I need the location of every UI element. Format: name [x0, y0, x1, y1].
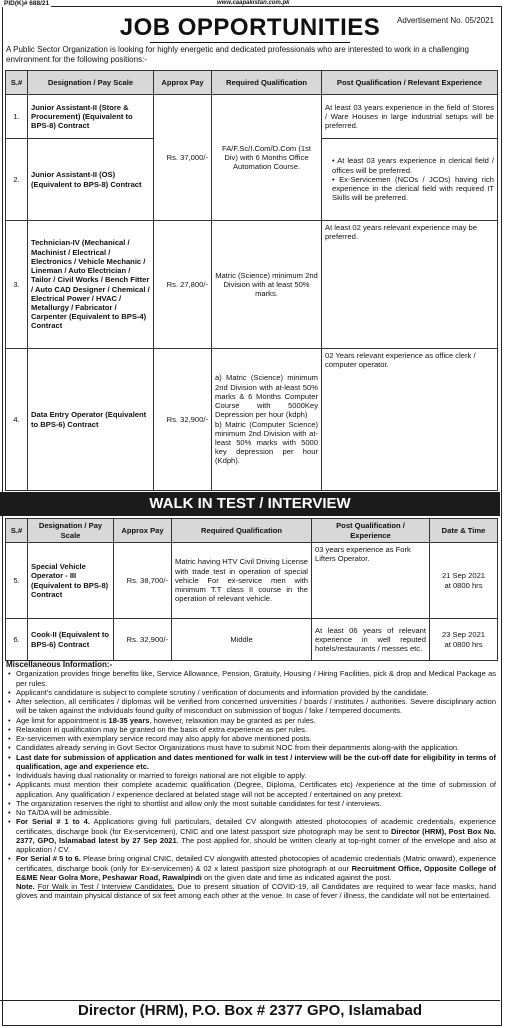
row-pay: Rs. 37,000/- [154, 95, 212, 221]
col-pay: Approx Pay [154, 71, 212, 95]
col-designation: Designation / Pay Scale [28, 71, 154, 95]
row-pay: Rs. 32,900/- [114, 619, 172, 661]
row-sno: 1. [6, 95, 28, 139]
row-experience: 03 years experience as Fork Lifters Operator. [312, 543, 430, 619]
col-qualification: Required Qualification [212, 71, 322, 95]
experience-bullet: • At least 03 years experience in clerical field / offices will be preferred. [332, 156, 494, 175]
footer-address: Director (HRM), P.O. Box # 2377 GPO, Islamabad [0, 1000, 500, 1021]
time: at 0800 hrs [444, 639, 483, 649]
row-experience: At least 02 years relevant experience may be preferred. [322, 221, 498, 349]
row-sno: 6. [6, 619, 28, 661]
row-experience: At least 03 years experience in the field of Stores / Ware Houses in large industrial setups will be preferred. [322, 95, 498, 139]
list-item: • For Serial # 5 to 6. Please bring original CNIC, detailed CV alongwith attested photocopies of academic credentials (Matric onward), experience certificates, discharge book (only for Ex-servicemen) & 02 x latest passport size photograph at our Recruitment Office, Opposite College of E&ME Near Golra More, Peshawar Road, Rawalpindi on the given date and time as indicated against the post. [16, 854, 496, 882]
advertisement-number: Advertisement No. 05/2021 [397, 16, 494, 25]
page-title: JOB OPPORTUNITIES [0, 14, 500, 42]
row-sno: 2. [6, 139, 28, 221]
table-row [6, 619, 498, 661]
col-qualification: Required Qualification [172, 519, 312, 543]
misc-list [6, 669, 496, 900]
table-header-row [6, 519, 498, 543]
header [0, 14, 500, 42]
row-designation: Data Entry Operator (Equivalent to BPS-6) Contract [28, 349, 154, 491]
list-item: • For Serial # 1 to 4. Applications giving full particulars, detailed CV alongwith attested photocopies of academic credentials, experience certificates, discharge book (for Ex-servicemen), CNIC and one latest passport size photograph may be sent to Director (HRM), Post Box No. 2377, GPO, Islamabad latest by 27 Sep 2021. The post applied for, should be written clearly at top-right corner of the envelope and also at application / CV. [16, 817, 496, 854]
intro-text: A Public Sector Organization is looking for highly energetic and dedicated professionals who are interested to work in a challenging environment for the following positions:- [6, 45, 469, 64]
misc-information [6, 660, 496, 901]
walk-in-banner: WALK IN TEST / INTERVIEW [0, 492, 500, 516]
list-item: • Last date for submission of application and dates mentioned for walk in test / interview will be the cut-off date for eligibility in terms of qualification, age and experience etc. [16, 753, 496, 772]
row-designation: Special Vehicle Operator - III (Equivalent to BPS-8) Contract [28, 543, 114, 619]
col-experience: Post Qualification / Experience [312, 519, 430, 543]
list-item: • No TA/DA will be admissible. [16, 808, 496, 817]
col-sno: S.# [6, 519, 28, 543]
col-sno: S.# [6, 71, 28, 95]
list-item: • Organization provides fringe benefits like, Service Allowance, Pension, Gratuity, Housing / Hiring Facilities, pick & drop and Medical Package as per rules. [16, 669, 496, 688]
list-item: • After selection, all certificates / diplomas will be verified from concerned universities / boards / institutes / authorities. Severe disciplinary action will be taken against the individuals found guilty of misconduct on submission of bogus / fake / tempered documents. [16, 697, 496, 716]
row-pay: Rs. 38,700/- [114, 543, 172, 619]
list-item: • Age limit for appointment is 18-35 years, however, relaxation may be granted as per rules. [16, 716, 496, 725]
table-row [6, 95, 498, 139]
row-designation: Cook-II (Equivalent to BPS-6) Contract [28, 619, 114, 661]
col-experience: Post Qualification / Relevant Experience [322, 71, 498, 95]
col-datetime: Date & Time [430, 519, 498, 543]
list-item: • Ex-servicemen with exemplary service record may also apply for above mentioned posts. [16, 734, 496, 743]
row-experience: 02 Years relevant experience as office clerk / computer operator. [322, 349, 498, 491]
row-experience [322, 139, 498, 221]
list-item: • Candidates already serving in Govt Sector Organizations must have to submit NOC from their departments along-with the application. [16, 743, 496, 752]
col-designation: Designation / Pay Scale [28, 519, 114, 543]
table-row [6, 543, 498, 619]
experience-bullet: • Ex-Servicemen (NCOs / JCOs) having rich experience in the clerical field with required IT Skills will be preferred. [332, 174, 494, 203]
row-sno: 4. [6, 349, 28, 491]
table-row [6, 349, 498, 491]
date: 21 Sep 2021 [441, 571, 486, 581]
table-header-row [6, 71, 498, 95]
row-sno: 5. [6, 543, 28, 619]
list-item: • Applicant's candidature is subject to complete scrutiny / verification of documents and information provided by the candidate. [16, 688, 496, 697]
row-qualification: a) Matric (Science) minimum 2nd Division with at-least 50% marks & 6 Months Computer Course with 5000Key Depression per hour (kdph) b) Matric (Computer Science) minimum 2nd Division with at-least 50% marks with 5000 key depression per hour (Kdph). [212, 349, 322, 491]
list-item: • Relaxation in qualification may be granted on the basis of extra experience as per rules. [16, 725, 496, 734]
row-designation: Technician-IV (Mechanical / Machinist / Electrical / Electronics / Vehicle Mechanic / Lineman / Auto Electrician / Tailor / Civil Works / Bench Fitter / Auto CAD Designer / Chemical / Electrical Power / HVAC / Metallurgy / Fabricator / Carpenter (Equivalent to BPS-4) Contract [28, 221, 154, 349]
time: at 0800 hrs [444, 580, 483, 590]
row-designation: Junior Assistant-II (OS) (Equivalent to BPS-8) Contract [28, 139, 154, 221]
row-qualification: Middle [172, 619, 312, 661]
pid-number: PID(K)# 688/21 [4, 0, 50, 7]
row-qualification: Matric (Science) minimum 2nd Division with at least 50% marks. [212, 221, 322, 349]
row-qualification: FA/F.Sc/I.Com/D.Com (1st Div) with 6 Months Office Automation Course. [212, 95, 322, 221]
row-qualification: Matric having HTV Civil Driving License with trade test in operation of special vehicle For ex-service men with minimum T.T class II course in the operation of relevant vehicle. [172, 543, 312, 619]
col-pay: Approx Pay [114, 519, 172, 543]
misc-title: Miscellaneous Information:- [6, 660, 113, 669]
row-pay: Rs. 27,800/- [154, 221, 212, 349]
row-pay: Rs. 32,900/- [154, 349, 212, 491]
row-sno: 3. [6, 221, 28, 349]
row-designation: Junior Assistant-II (Store & Procurement) (Equivalent to BPS-8) Contract [28, 95, 154, 139]
list-item: • Individuals having dual nationality or married to foreign national are not eligible to apply. [16, 771, 496, 780]
walk-in-table [5, 518, 498, 661]
note-item: Note. For Walk in Test / Interview Candidates. Due to present situation of COVID-19, all Candidates are required to wear face masks, hand gloves and maintain physical distance of six feet among each other at the venue. In case of fever / illness, the candidate will not be entertained. [16, 882, 496, 901]
row-datetime [430, 619, 498, 661]
row-datetime [430, 543, 498, 619]
date: 23 Sep 2021 [441, 630, 486, 640]
list-item: • The organization reserves the right to shortlist and allow only the most suitable candidates for test / interviews. [16, 799, 496, 808]
positions-table [5, 70, 498, 491]
list-item: • Applicants must mention their complete academic qualification (Degree, Diploma, Certificates etc) /experience at the time of submission of application. Any qualification / experience declared at belated stage will not be accepted / entertained on any pretext. [16, 780, 496, 799]
table-row [6, 221, 498, 349]
website-url[interactable]: www.caapakistan.com.pk [217, 0, 290, 6]
row-experience: At least 06 years of relevant experience in well reputed hotels/restaurants / messes etc. [312, 619, 430, 661]
